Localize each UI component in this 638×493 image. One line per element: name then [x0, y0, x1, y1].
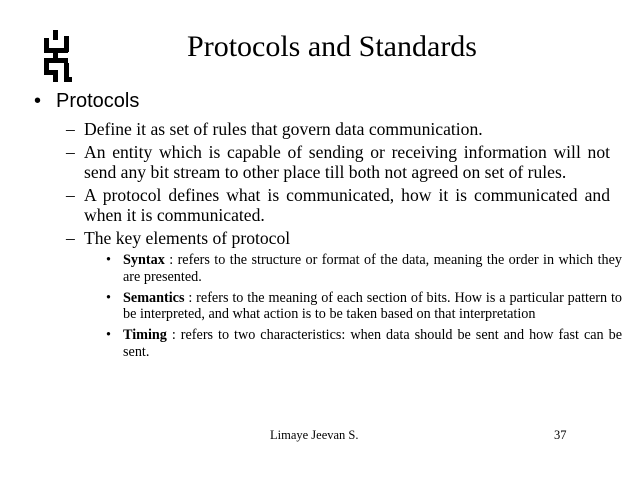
key-element-desc: : refers to the meaning of each section of bits. How is a particular pattern to be interpreted, and what action is to be taken based on that interpretation — [123, 289, 622, 323]
bullet-icon: • — [34, 90, 42, 112]
bullet-icon: • — [106, 252, 111, 268]
sub-bullet — [66, 227, 622, 361]
dash-icon: – — [66, 184, 75, 205]
key-element-semantics — [106, 290, 622, 324]
bullet-icon: • — [106, 327, 111, 344]
footer-author: Limaye Jeevan S. — [270, 428, 359, 442]
sub-bullet-list — [66, 119, 622, 365]
dash-icon: – — [66, 141, 75, 162]
sub-bullet-text: Define it as set of rules that govern data communication. — [84, 119, 483, 139]
sub-bullet — [66, 119, 610, 140]
institution-logo — [40, 30, 72, 82]
sub-bullet — [66, 185, 610, 226]
main-bullet-text: Protocols — [56, 90, 140, 112]
sub-bullet-text: The key elements of protocol — [84, 227, 291, 248]
key-element-term: Timing — [123, 327, 167, 344]
main-bullet — [34, 88, 139, 114]
dash-icon: – — [66, 119, 75, 139]
key-elements-list — [106, 252, 622, 361]
dash-icon: – — [66, 227, 75, 248]
slide-title: Protocols and Standards — [187, 30, 477, 63]
key-element-desc: : refers to two characteristics: when data should be sent and how fast can be sent. — [123, 327, 622, 360]
sub-bullet-text: A protocol defines what is communicated, how it is communicated and when it is communicated. — [84, 184, 610, 225]
key-element-syntax — [106, 252, 622, 286]
key-element-desc: : refers to the structure or format of the data, meaning the order in which they are presented. — [123, 252, 622, 285]
key-element-term: Syntax — [123, 252, 165, 268]
page-number: 37 — [554, 428, 567, 442]
sub-bullet-text: An entity which is capable of sending or receiving information will not send any bit stream to other place till both not agreed on set of rules. — [84, 141, 610, 182]
key-element-timing — [106, 327, 622, 361]
bullet-icon: • — [106, 289, 111, 306]
sub-bullet — [66, 142, 610, 183]
key-element-term: Semantics — [123, 289, 185, 306]
